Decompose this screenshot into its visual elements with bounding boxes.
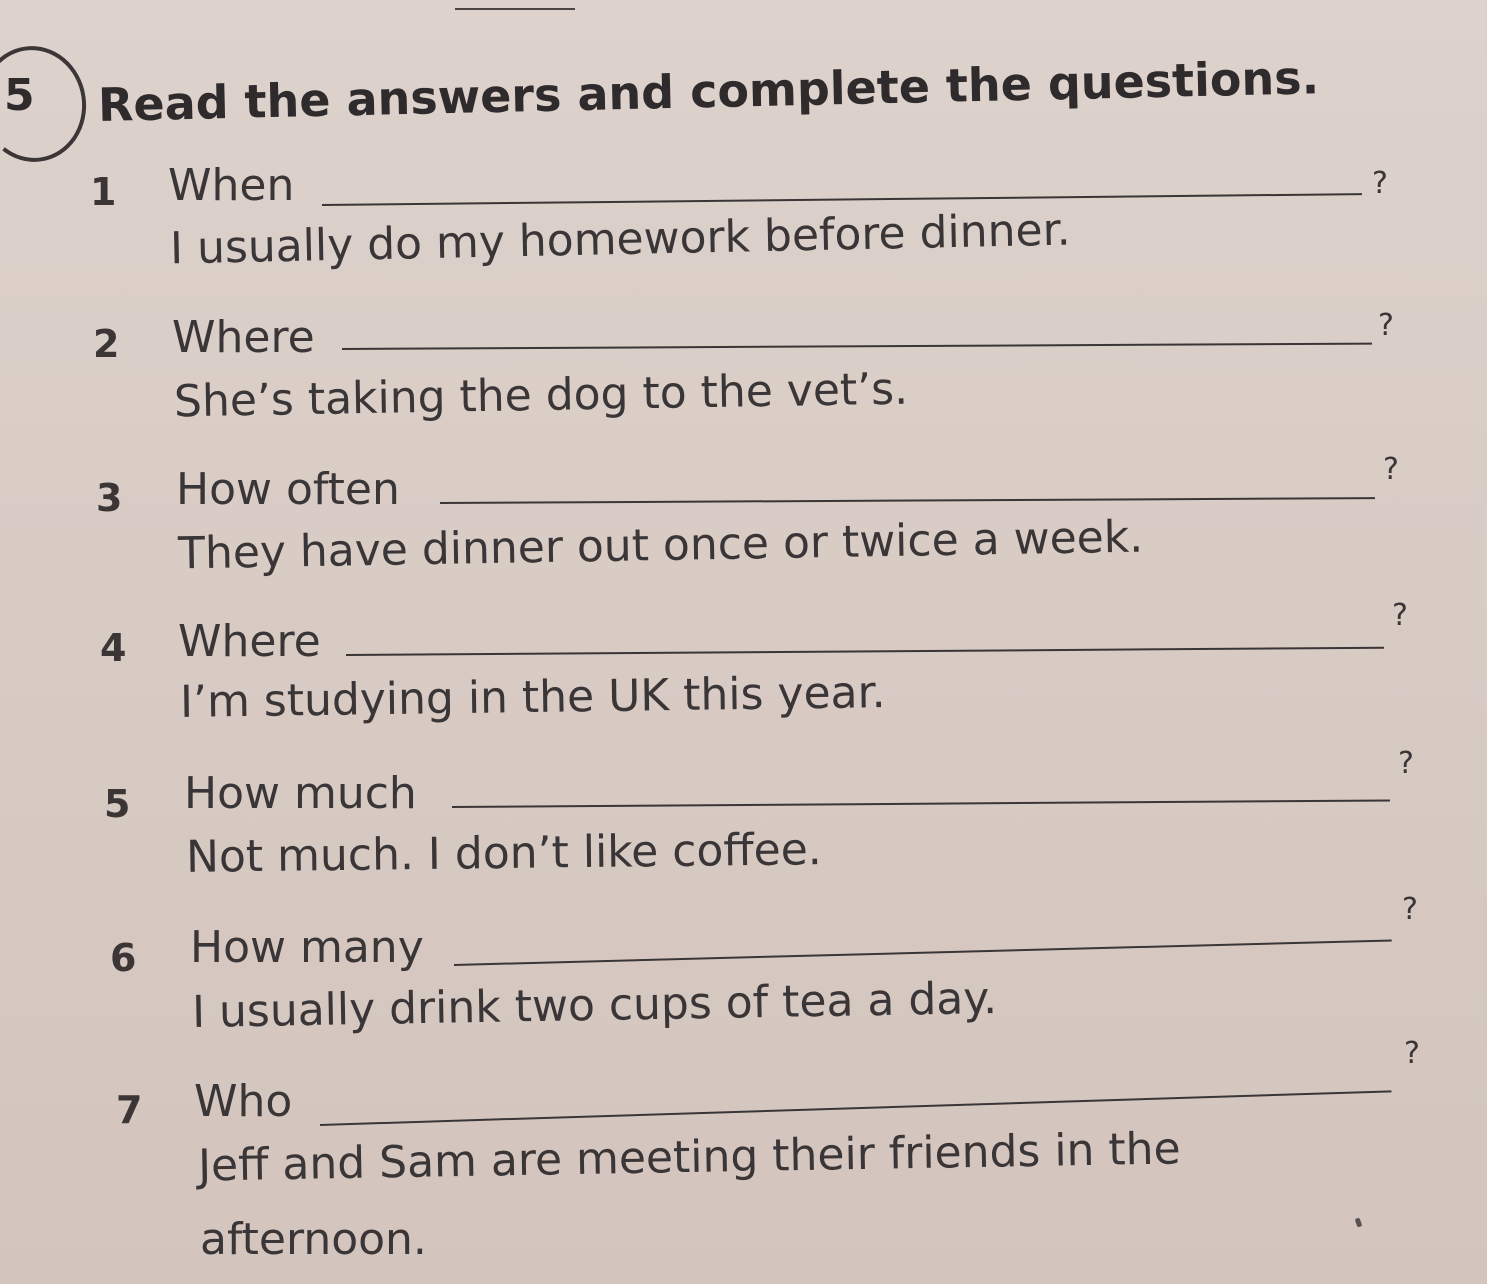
question-number-4: 4 [100,626,127,670]
question-start-7: Who [194,1076,293,1127]
answer-text-7-continued: afternoon. [200,1214,427,1265]
question-mark-3: ? [1383,452,1399,487]
previous-exercise-fragment [0,0,1487,14]
question-mark-2: ? [1378,308,1394,343]
question-mark-7: ? [1404,1036,1420,1071]
previous-answer-line [455,8,575,10]
answer-text-4: I’m studying in the UK this year. [179,667,886,728]
answer-text-5: Not much. I don’t like coffee. [185,824,823,883]
answer-line-5[interactable] [452,799,1390,808]
question-start-2: Where [172,312,315,363]
question-number-2: 2 [93,322,120,366]
answer-text-7: Jeff and Sam are meeting their friends in the [197,1123,1182,1192]
answer-text-6: I usually drink two cups of tea a day. [191,972,998,1039]
question-number-7: 7 [116,1088,143,1132]
answer-line-2[interactable] [342,343,1372,350]
answer-text-2: She’s taking the dog to the vet’s. [173,363,909,428]
answer-line-7[interactable] [320,1090,1392,1126]
answer-text-1: I usually do my homework before dinner. [169,204,1072,275]
answer-line-6[interactable] [454,939,1392,966]
question-start-1: When [168,160,295,211]
question-mark-6: ? [1402,892,1418,927]
question-start-3: How often [176,464,400,515]
question-start-5: How much [184,768,417,819]
question-number-1: 1 [90,170,117,214]
question-start-4: Where [178,616,321,667]
question-mark-4: ? [1392,598,1408,633]
question-mark-1: ? [1372,166,1388,201]
question-number-6: 6 [110,936,137,980]
answer-line-4[interactable] [346,647,1384,656]
exercise-instruction: Read the answers and complete the questions. [97,50,1320,132]
exercise-number: 5 [4,70,35,121]
answer-line-1[interactable] [322,193,1362,206]
question-number-3: 3 [96,476,123,520]
question-mark-5: ? [1398,746,1414,781]
answer-line-3[interactable] [440,497,1375,504]
question-number-5: 5 [104,782,131,826]
question-start-6: How many [190,922,424,973]
ink-speck [1355,1217,1363,1227]
answer-text-3: They have dinner out once or twice a week. [177,511,1144,580]
